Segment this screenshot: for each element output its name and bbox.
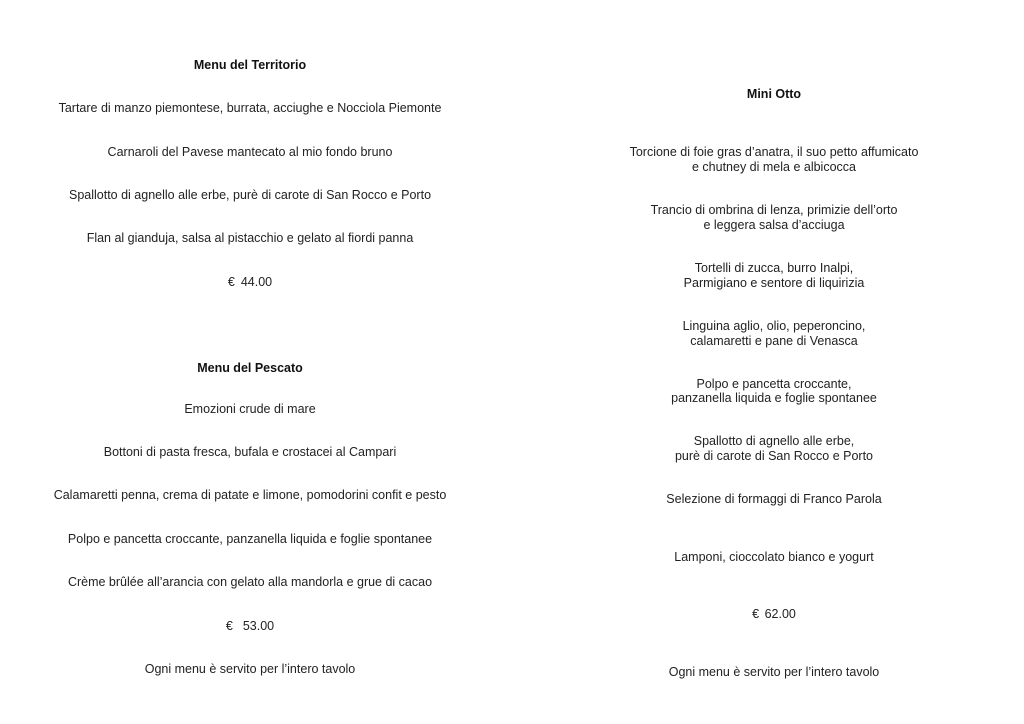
mini-otto-price — [564, 607, 984, 622]
menu-pescato-item: Emozioni crude di mare — [184, 402, 316, 416]
mini-otto-item-line: Polpo e pancetta croccante, — [696, 377, 852, 391]
mini-otto-item-line: purè di carote di San Rocco e Porto — [674, 449, 874, 463]
menu-territorio-item: Spallotto di agnello alle erbe, purè di carote di San Rocco e Porto — [68, 188, 432, 202]
mini-otto-item-line: Parmigiano e sentore di liquirizia — [683, 276, 865, 290]
currency-symbol: € — [225, 619, 233, 633]
price-value: 62.00 — [764, 607, 796, 621]
menu-territorio-item: Flan al gianduja, salsa al pistacchio e gelato al fiordi panna — [86, 231, 414, 245]
menu-pescato-item: Bottoni di pasta fresca, bufala e crostacei al Campari — [103, 445, 397, 459]
mini-otto-item-line: e leggera salsa d’acciuga — [703, 218, 845, 232]
mini-otto-item-line: Selezione di formaggi di Franco Parola — [666, 492, 882, 506]
currency-symbol: € — [227, 275, 235, 289]
mini-otto-item-line: calamaretti e pane di Venasca — [690, 334, 858, 348]
mini-otto-item-line: Trancio di ombrina di lenza, primizie dell’orto — [650, 203, 898, 217]
menu-pescato-item: Crème brûlée all’arancia con gelato alla mandorla e grue di cacao — [67, 575, 433, 589]
mini-otto-item-line: Torcione di foie gras d’anatra, il suo petto affumicato — [629, 145, 919, 159]
menu-territorio-price — [40, 275, 460, 290]
price-value: 53.00 — [242, 619, 275, 633]
mini-otto-title: Mini Otto — [746, 87, 802, 101]
mini-otto-item-line: Lamponi, cioccolato bianco e yogurt — [674, 550, 874, 564]
price-value: 44.00 — [240, 275, 273, 289]
menu-territorio-title: Menu del Territorio — [193, 58, 307, 72]
menu-territorio-item: Tartare di manzo piemontese, burrata, acciughe e Nocciola Piemonte — [58, 101, 442, 115]
mini-otto-item-line: panzanella liquida e foglie spontanee — [671, 391, 877, 405]
mini-otto-item-line: Spallotto di agnello alle erbe, — [693, 434, 855, 448]
menu-pescato-title: Menu del Pescato — [197, 361, 303, 375]
mini-otto-item-line: e chutney di mela e albicocca — [692, 160, 856, 174]
menu-pescato-item: Polpo e pancetta croccante, panzanella liquida e foglie spontanee — [67, 532, 433, 546]
menu-territorio-item: Carnaroli del Pavese mantecato al mio fondo bruno — [107, 145, 393, 159]
mini-otto-item-line: Linguina aglio, olio, peperoncino, — [682, 319, 866, 333]
currency-symbol: € — [752, 607, 760, 621]
mini-otto-item-line: Tortelli di zucca, burro Inalpi, — [694, 261, 854, 275]
menu-pescato-price — [40, 619, 460, 634]
mini-otto-note: Ogni menu è servito per l’intero tavolo — [668, 665, 880, 679]
menu-pescato-item: Calamaretti penna, crema di patate e limone, pomodorini confit e pesto — [53, 488, 447, 502]
menu-pescato-note: Ogni menu è servito per l’intero tavolo — [144, 662, 356, 676]
